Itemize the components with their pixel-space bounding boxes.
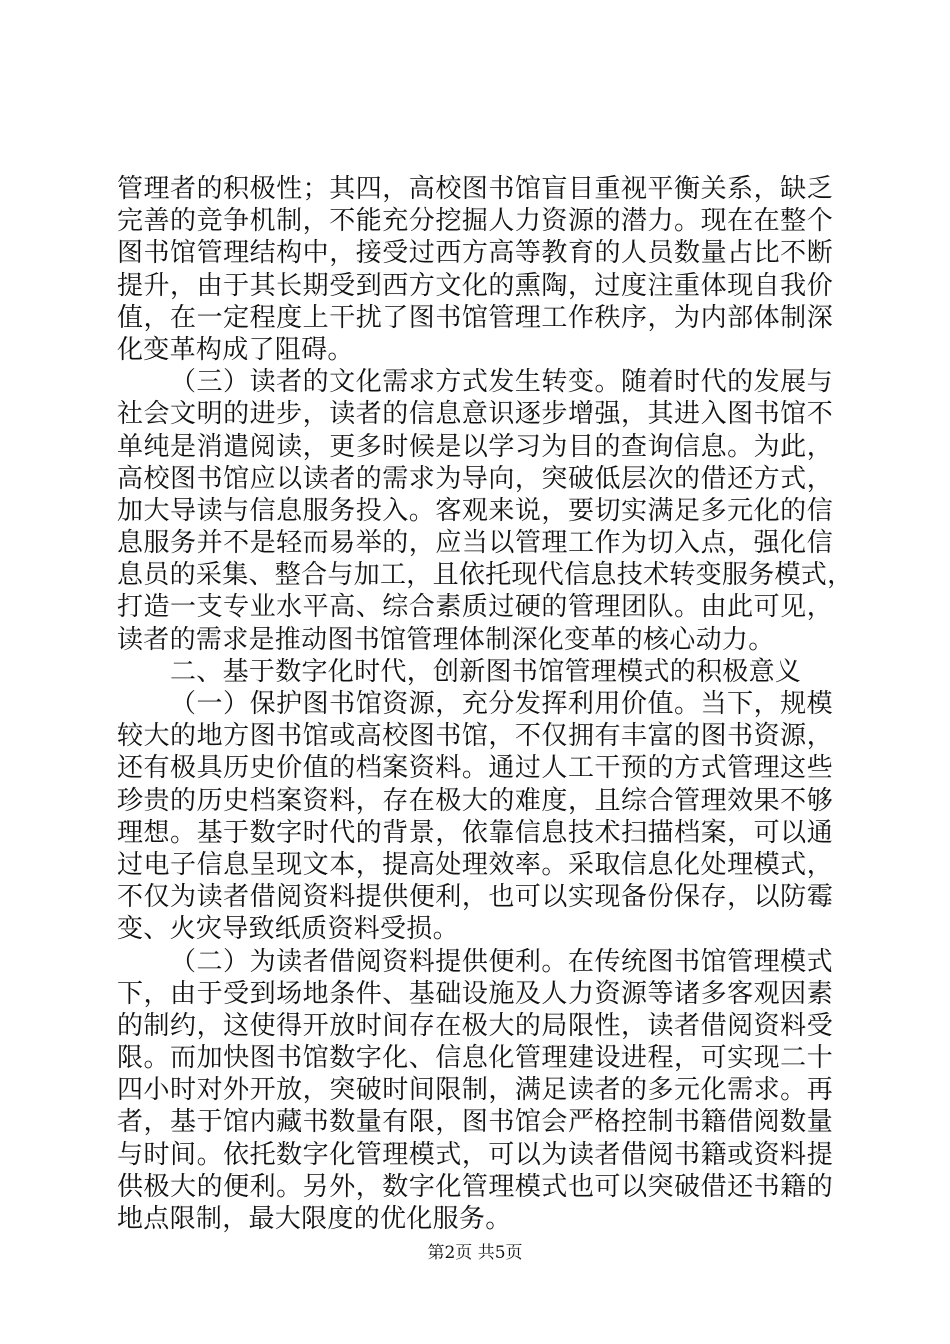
text-line: 下，由于受到场地条件、基础设施及人力资源等诸多客观因素 <box>117 978 833 1009</box>
text-line: 的制约，这使得开放时间存在极大的局限性，读者借阅资料受 <box>117 1010 833 1041</box>
paragraph-start-line: （一）保护图书馆资源，充分发挥利用价值。当下，规模 <box>170 689 833 719</box>
text-line: 读者的需求是推动图书馆管理体制深化变革的核心动力。 <box>117 624 775 655</box>
text-line: 限。而加快图书馆数字化、信息化管理建设进程，可实现二十 <box>117 1043 833 1074</box>
text-line: 还有极具历史价值的档案资料。通过人工干预的方式管理这些 <box>117 753 833 784</box>
text-line: 提升，由于其长期受到西方文化的熏陶，过度注重体现自我价 <box>117 270 833 301</box>
text-line: 较大的地方图书馆或高校图书馆，不仅拥有丰富的图书资源， <box>117 721 833 752</box>
text-line: 管理者的积极性；其四，高校图书馆盲目重视平衡关系，缺乏 <box>117 174 833 204</box>
text-line: 供极大的便利。另外，数字化管理模式也可以突破借还书籍的 <box>117 1171 833 1202</box>
text-line: 珍贵的历史档案资料，存在极大的难度，且综合管理效果不够 <box>117 785 833 816</box>
text-line: 不仅为读者借阅资料提供便利，也可以实现备份保存，以防霉 <box>117 882 833 913</box>
text-line: 息服务并不是轻而易举的，应当以管理工作为切入点，强化信 <box>117 528 833 559</box>
text-line: 变、火灾导致纸质资料受损。 <box>117 914 459 945</box>
paragraph-start-line: （三）读者的文化需求方式发生转变。随着时代的发展与 <box>170 367 833 398</box>
page-number-footer: 第2页 共5页 <box>427 1243 523 1263</box>
text-line: 图书馆管理结构中，接受过西方高等教育的人员数量占比不断 <box>117 238 833 269</box>
document-body <box>117 173 854 1235</box>
text-line: 社会文明的进步，读者的信息意识逐步增强，其进入图书馆不 <box>117 399 833 430</box>
text-line: 四小时对外开放，突破时间限制，满足读者的多元化需求。再 <box>117 1075 833 1106</box>
text-line: 与时间。依托数字化管理模式，可以为读者借阅书籍或资料提 <box>117 1139 833 1170</box>
text-line: 单纯是消遣阅读，更多时候是以学习为目的查询信息。为此， <box>117 431 833 462</box>
text-line: 理想。基于数字时代的背景，依靠信息技术扫描档案，可以通 <box>117 817 833 848</box>
text-line: 者，基于馆内藏书数量有限，图书馆会严格控制书籍借阅数量 <box>117 1107 833 1138</box>
section-heading: 二、基于数字化时代，创新图书馆管理模式的积极意义 <box>170 656 802 687</box>
text-line: 过电子信息呈现文本，提高处理效率。采取信息化处理模式， <box>117 849 833 880</box>
text-line: 地点限制，最大限度的优化服务。 <box>117 1204 512 1234</box>
text-line: 加大导读与信息服务投入。客观来说，要切实满足多元化的信 <box>117 495 833 526</box>
text-line: 值，在一定程度上干扰了图书馆管理工作秩序，为内部体制深 <box>117 302 833 333</box>
text-line: 打造一支专业水平高、综合素质过硬的管理团队。由此可见， <box>117 592 833 623</box>
paragraph-start-line: （二）为读者借阅资料提供便利。在传统图书馆管理模式 <box>170 946 833 977</box>
text-line: 息员的采集、整合与加工，且依托现代信息技术转变服务模式， <box>117 560 854 591</box>
text-line: 高校图书馆应以读者的需求为导向，突破低层次的借还方式， <box>117 463 833 494</box>
text-line: 完善的竞争机制，不能充分挖掘人力资源的潜力。现在在整个 <box>117 206 833 237</box>
text-line: 化变革构成了阻碍。 <box>117 334 354 365</box>
